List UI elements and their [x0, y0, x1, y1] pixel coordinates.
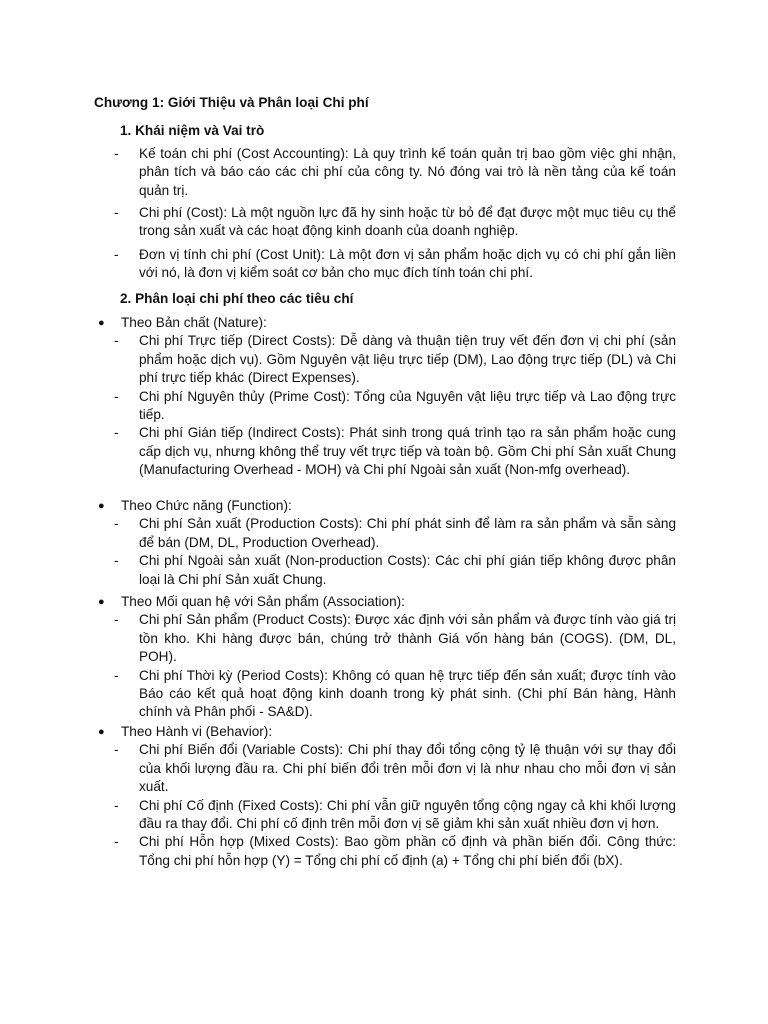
- list-item-text: Chi phí (Cost): Là một nguồn lực đã hy sinh hoặc từ bỏ để đạt được một mục tiêu cụ thể trong sản xuất và các hoạt động kinh doanh của doanh nghiệp.: [139, 205, 676, 239]
- bullet-label: Theo Chức năng (Function):: [121, 498, 292, 513]
- list-item-cost-accounting: [114, 145, 676, 200]
- bullet-association: [98, 593, 676, 722]
- dash-marker: -: [114, 333, 119, 349]
- dash-marker: -: [114, 146, 119, 161]
- dash-marker: -: [114, 425, 119, 441]
- dash-marker: -: [114, 612, 119, 628]
- bullet-label: Theo Bản chất (Nature):: [121, 315, 267, 330]
- dash-marker: -: [114, 667, 119, 683]
- section-heading-concepts: 1. Khái niệm và Vai trò: [120, 123, 265, 138]
- bullet-dot: ●: [98, 317, 105, 329]
- dash-marker: -: [114, 388, 119, 404]
- list-item-variable-costs: [114, 741, 676, 796]
- bullet-dot: ●: [98, 596, 105, 608]
- list-item-indirect-costs: [114, 424, 676, 479]
- list-item-text: Chi phí Gián tiếp (Indirect Costs): Phát sinh trong quá trình tạo ra sản phẩm hoặc cung cấp dịch vụ, nhưng không thể truy vết trực tiếp và toàn bộ. Gồm Chi phí Sản xuất Chung (Manufacturing Overhead - MOH) và Chi phí Ngoài sản xuất (Non-mfg overhead).: [139, 425, 676, 478]
- bullet-behavior: [98, 723, 676, 870]
- bullet-label: Theo Hành vi (Behavior):: [121, 724, 273, 739]
- bullet-dot: ●: [98, 500, 105, 512]
- sub-list: [98, 611, 676, 721]
- dash-marker: -: [114, 205, 119, 220]
- list-item-cost-unit: [114, 246, 676, 283]
- list-item-period-costs: [114, 667, 676, 722]
- list-item-direct-costs: [114, 332, 676, 387]
- list-item-text: Chi phí Biến đổi (Variable Costs): Chi phí thay đổi tổng cộng tỷ lệ thuận với sự thay đổi của khối lượng đầu ra. Chi phí biến đổi trên mỗi đơn vị là như nhau cho mỗi đơn vị sản xuất.: [139, 742, 676, 795]
- list-item-product-costs: [114, 611, 676, 666]
- list-item-text: Chi phí Trực tiếp (Direct Costs): Dễ dàng và thuận tiện truy vết đến đơn vị chi phí (sản phẩm hoặc dịch vụ). Gồm Nguyên vật liệu trực tiếp (DM), Lao động trực tiếp (DL) và Chi phí trực tiếp khác (Direct Expenses).: [139, 333, 676, 386]
- chapter-title: Chương 1: Giới Thiệu và Phân loại Chi phí: [94, 95, 369, 110]
- dash-marker: -: [114, 834, 119, 850]
- dash-marker: -: [114, 742, 119, 758]
- list-item-text: Kế toán chi phí (Cost Accounting): Là quy trình kế toán quản trị bao gồm việc ghi nhận, phân tích và báo cáo các chi phí của công ty. Nó đóng vai trò là nền tảng của kế toán quản trị.: [139, 146, 676, 198]
- list-item-text: Chi phí Sản phẩm (Product Costs): Được xác định với sản phẩm và được tính vào giá trị tồn kho. Khi hàng được bán, chúng trở thành Giá vốn hàng bán (COGS). (DM, DL, POH).: [139, 612, 676, 665]
- list-item-non-production-costs: [114, 552, 676, 589]
- list-item-text: Chi phí Hỗn hợp (Mixed Costs): Bao gồm phần cố định và phần biến đổi. Công thức: Tổng chi phí hỗn hợp (Y) = Tổng chi phí cố định (a) + Tổng chi phí biến đổi (bX).: [139, 834, 676, 868]
- bullet-nature: [98, 314, 676, 480]
- list-item-text: Đơn vị tính chi phí (Cost Unit): Là một đơn vị sản phẩm hoặc dịch vụ có chi phí gắn liền với nó, là đơn vị kiểm soát cơ bản cho mục đích tính toán chi phí.: [139, 247, 676, 281]
- list-item-text: Chi phí Cố định (Fixed Costs): Chi phí vẫn giữ nguyên tổng cộng ngay cả khi khối lượng đầu ra thay đổi. Chi phí cố định trên mỗi đơn vị sẽ giảm khi sản xuất nhiều đơn vị hơn.: [139, 797, 676, 832]
- dash-marker: -: [114, 797, 119, 813]
- bullet-dot: ●: [98, 726, 105, 738]
- list-item-prime-cost: [114, 388, 676, 425]
- bullet-function: [98, 497, 676, 589]
- section-heading-classification: 2. Phân loại chi phí theo các tiêu chí: [120, 291, 354, 306]
- list-item-mixed-costs: [114, 833, 676, 870]
- list-item-text: Chi phí Nguyên thủy (Prime Cost): Tổng của Nguyên vật liệu trực tiếp và Lao động trực tiếp.: [139, 388, 676, 423]
- sub-list: [98, 332, 676, 479]
- list-item-text: Chi phí Thời kỳ (Period Costs): Không có quan hệ trực tiếp đến sản xuất; được tính vào Báo cáo kết quả hoạt động kinh doanh trong kỳ phát sinh. (Chi phí Bán hàng, Hành chính và Phân phối - SA&D).: [139, 667, 676, 720]
- bullet-label: Theo Mối quan hệ với Sản phẩm (Association):: [121, 594, 405, 609]
- dash-marker: -: [114, 247, 119, 262]
- list-item-text: Chi phí Ngoài sản xuất (Non-production Costs): Các chi phí gián tiếp không được phân loại là Chi phí Sản xuất Chung.: [139, 553, 676, 587]
- list-item-production-costs: [114, 515, 676, 552]
- dash-marker: -: [114, 553, 119, 569]
- list-item-cost: [114, 204, 676, 241]
- list-item-fixed-costs: [114, 797, 676, 834]
- sub-list: [98, 741, 676, 870]
- list-item-text: Chi phí Sản xuất (Production Costs): Chi phí phát sinh để làm ra sản phẩm và sẵn sàng để bán (DM, DL, Production Overhead).: [139, 516, 676, 550]
- sub-list: [98, 515, 676, 589]
- dash-marker: -: [114, 516, 119, 532]
